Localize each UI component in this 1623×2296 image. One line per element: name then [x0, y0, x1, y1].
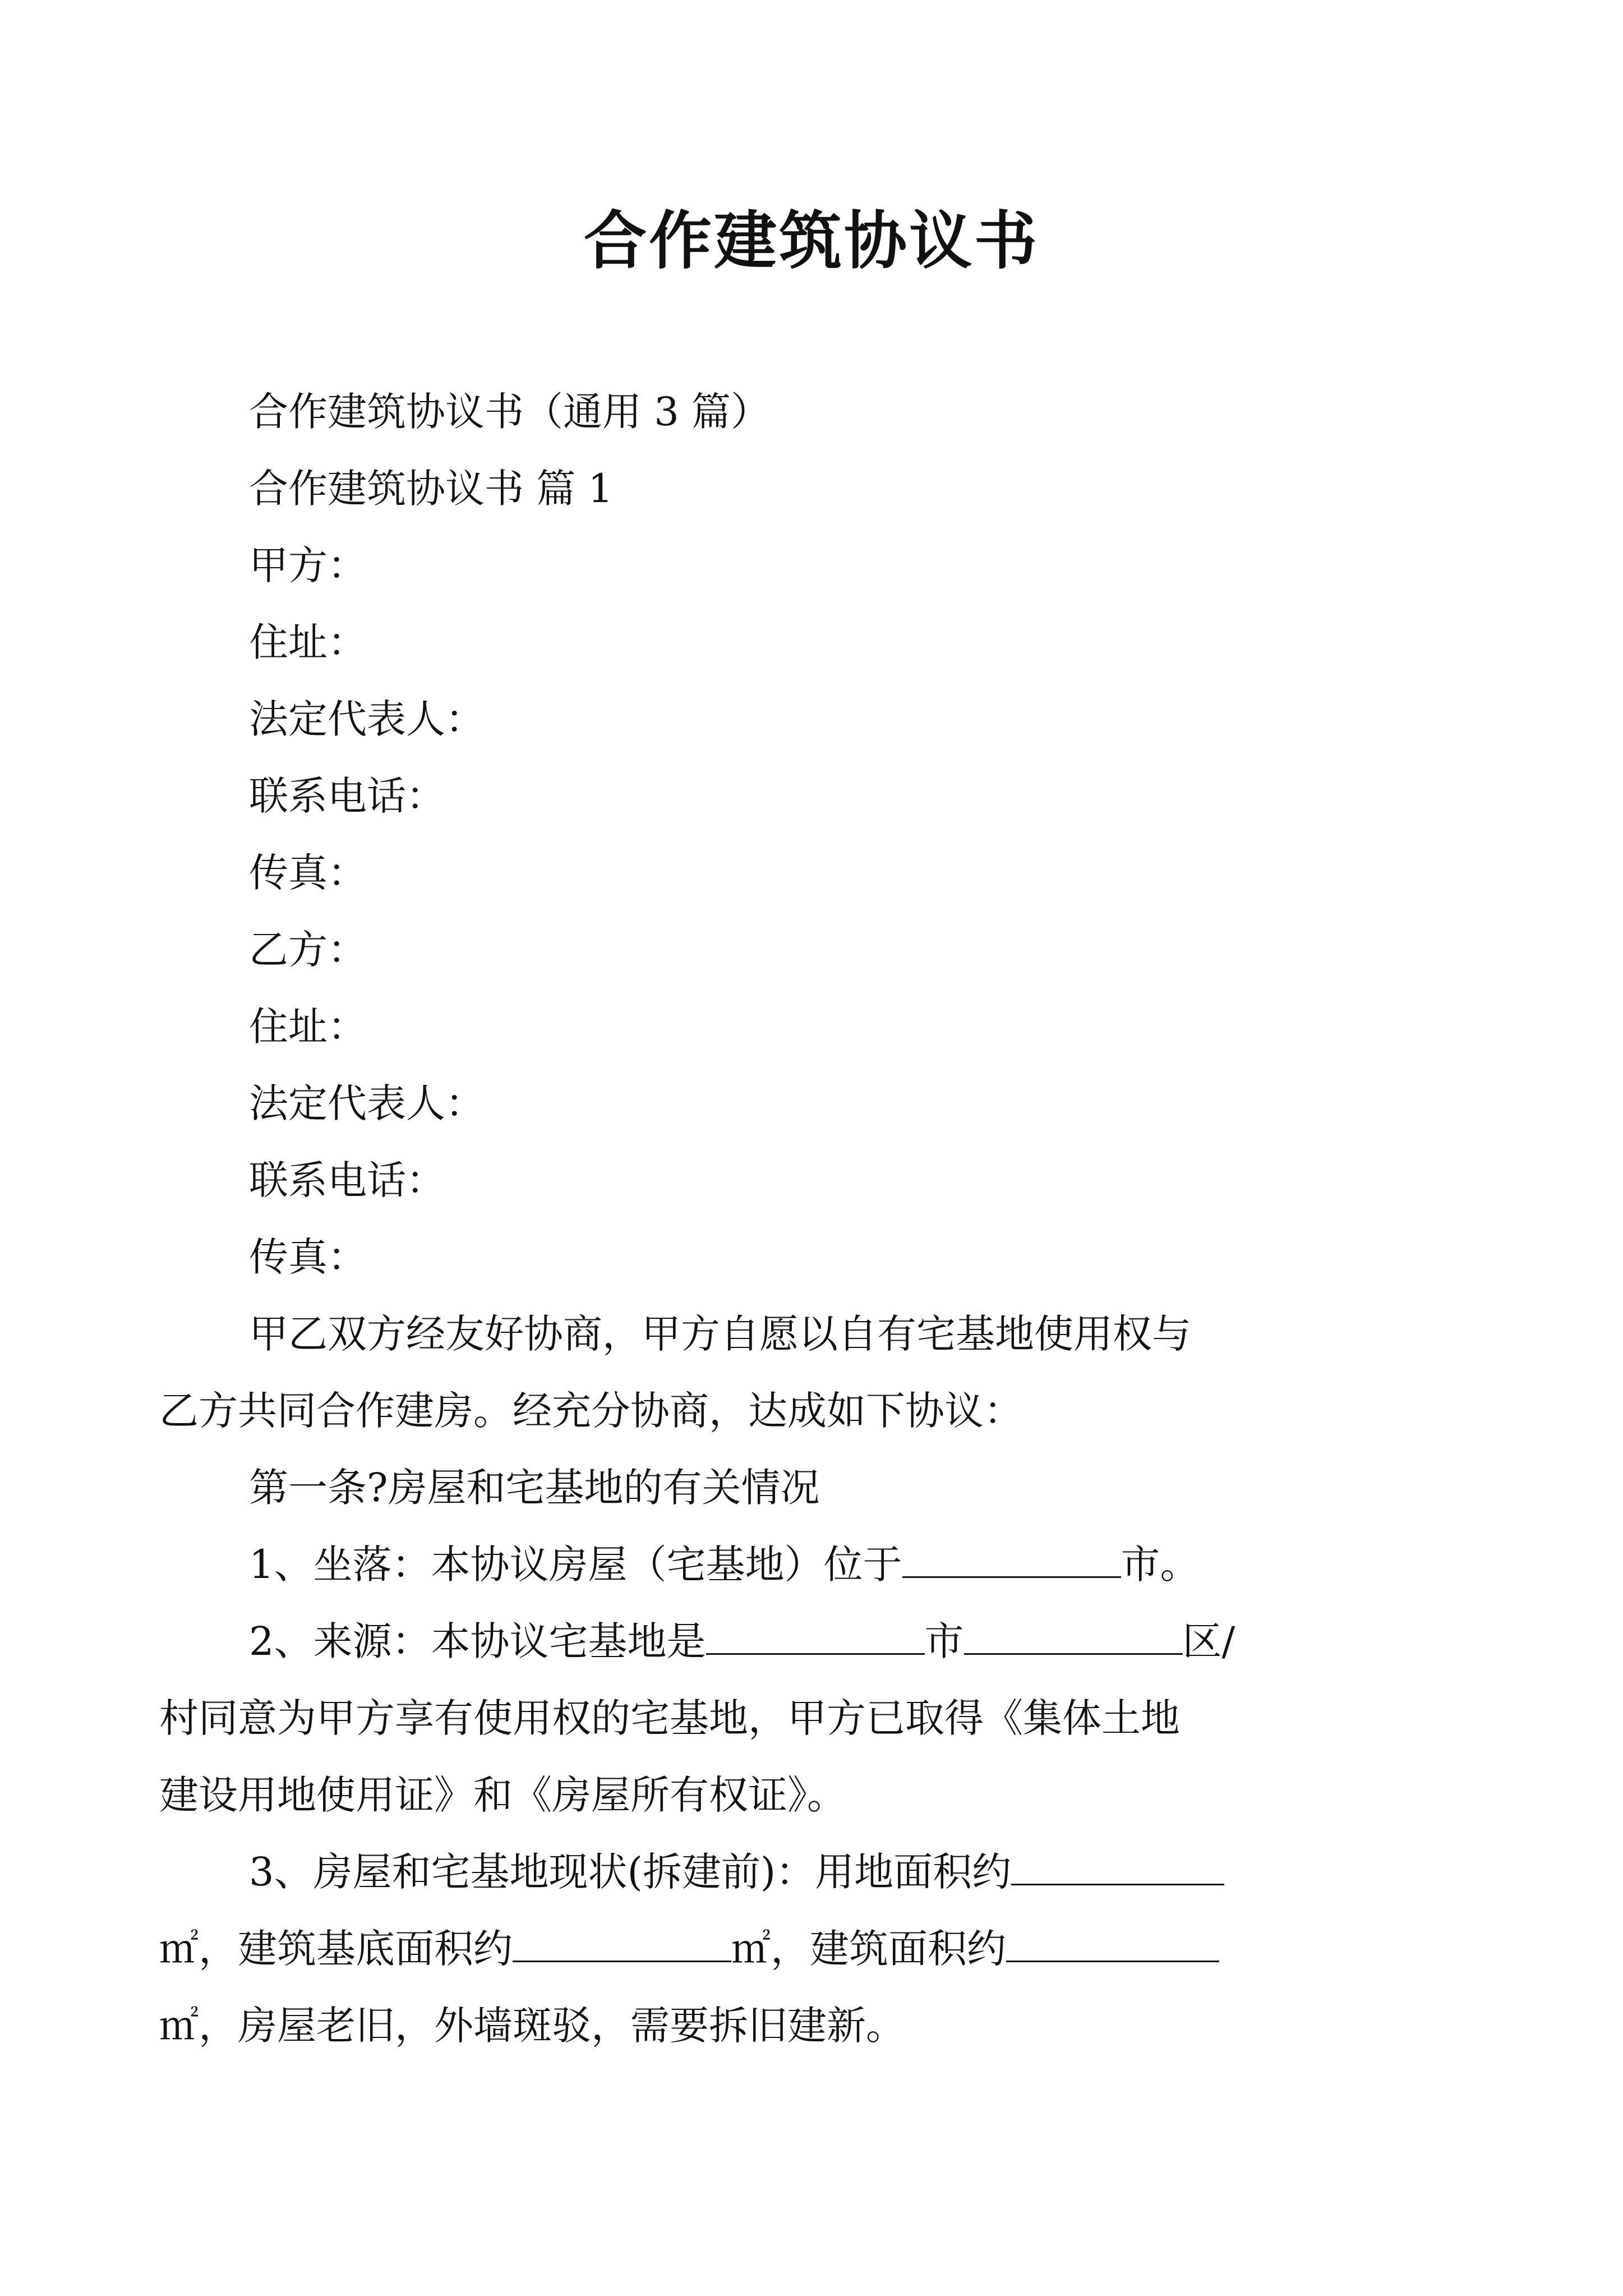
party-b-fax: 传真：	[249, 1234, 367, 1280]
item3-status-line3: ㎡，房屋老旧，外墙斑驳，需要拆旧建新。	[159, 2003, 905, 2049]
party-b-address: 住址：	[249, 1004, 367, 1050]
party-a-phone: 联系电话：	[249, 773, 445, 819]
document-subtitle: 合作建筑协议书（通用 3 篇）	[249, 389, 771, 435]
item3-base-area-label: ㎡，建筑基底面积约	[159, 1926, 513, 1972]
blank-district-field	[964, 1614, 1183, 1655]
article1-heading: 第一条?房屋和宅基地的有关情况	[249, 1465, 820, 1511]
item3-prefix: 3、房屋和宅基地现状(拆建前)：用地面积约	[249, 1849, 1012, 1895]
item2-source-line3: 建设用地使用证》和《房屋所有权证》。	[159, 1772, 846, 1818]
item3-status-line2	[159, 1911, 1387, 1987]
party-a-label: 甲方：	[249, 542, 367, 588]
party-a-address: 住址：	[249, 619, 367, 665]
document-title: 合作建筑协议书	[584, 204, 1039, 278]
item2-prefix: 2、来源：本协议宅基地是	[249, 1618, 706, 1664]
item1-prefix: 1、坐落：本协议房屋（宅基地）位于	[249, 1542, 902, 1588]
intro-paragraph-line2: 乙方共同合作建房。经充分协商，达成如下协议：	[159, 1388, 1023, 1434]
blank-land-area-field	[1011, 1844, 1224, 1885]
item3-building-area-label: ㎡，建筑面积约	[731, 1926, 1006, 1972]
party-a-legal-rep: 法定代表人：	[249, 696, 485, 742]
party-b-label: 乙方：	[249, 927, 367, 973]
party-b-phone: 联系电话：	[249, 1157, 445, 1203]
intro-paragraph-line1: 甲乙双方经友好协商，甲方自愿以自有宅基地使用权与	[249, 1311, 1191, 1357]
party-b-legal-rep: 法定代表人：	[249, 1080, 485, 1126]
blank-building-area-field	[1006, 1921, 1219, 1962]
item2-city: 市	[924, 1618, 964, 1664]
party-a-fax: 传真：	[249, 850, 367, 896]
blank-base-area-field	[513, 1921, 731, 1962]
item2-district: 区/	[1182, 1618, 1235, 1664]
item1-location	[249, 1526, 1387, 1603]
item3-status-line1	[249, 1834, 1387, 1911]
item2-source-line1	[249, 1603, 1387, 1680]
section-heading: 合作建筑协议书 篇 1	[249, 466, 614, 512]
blank-city-field	[902, 1537, 1121, 1578]
item2-source-line2: 村同意为甲方享有使用权的宅基地，甲方已取得《集体土地	[159, 1695, 1180, 1741]
document-body	[159, 374, 1387, 2064]
item1-suffix: 市。	[1121, 1542, 1200, 1588]
blank-city-field	[706, 1614, 925, 1655]
